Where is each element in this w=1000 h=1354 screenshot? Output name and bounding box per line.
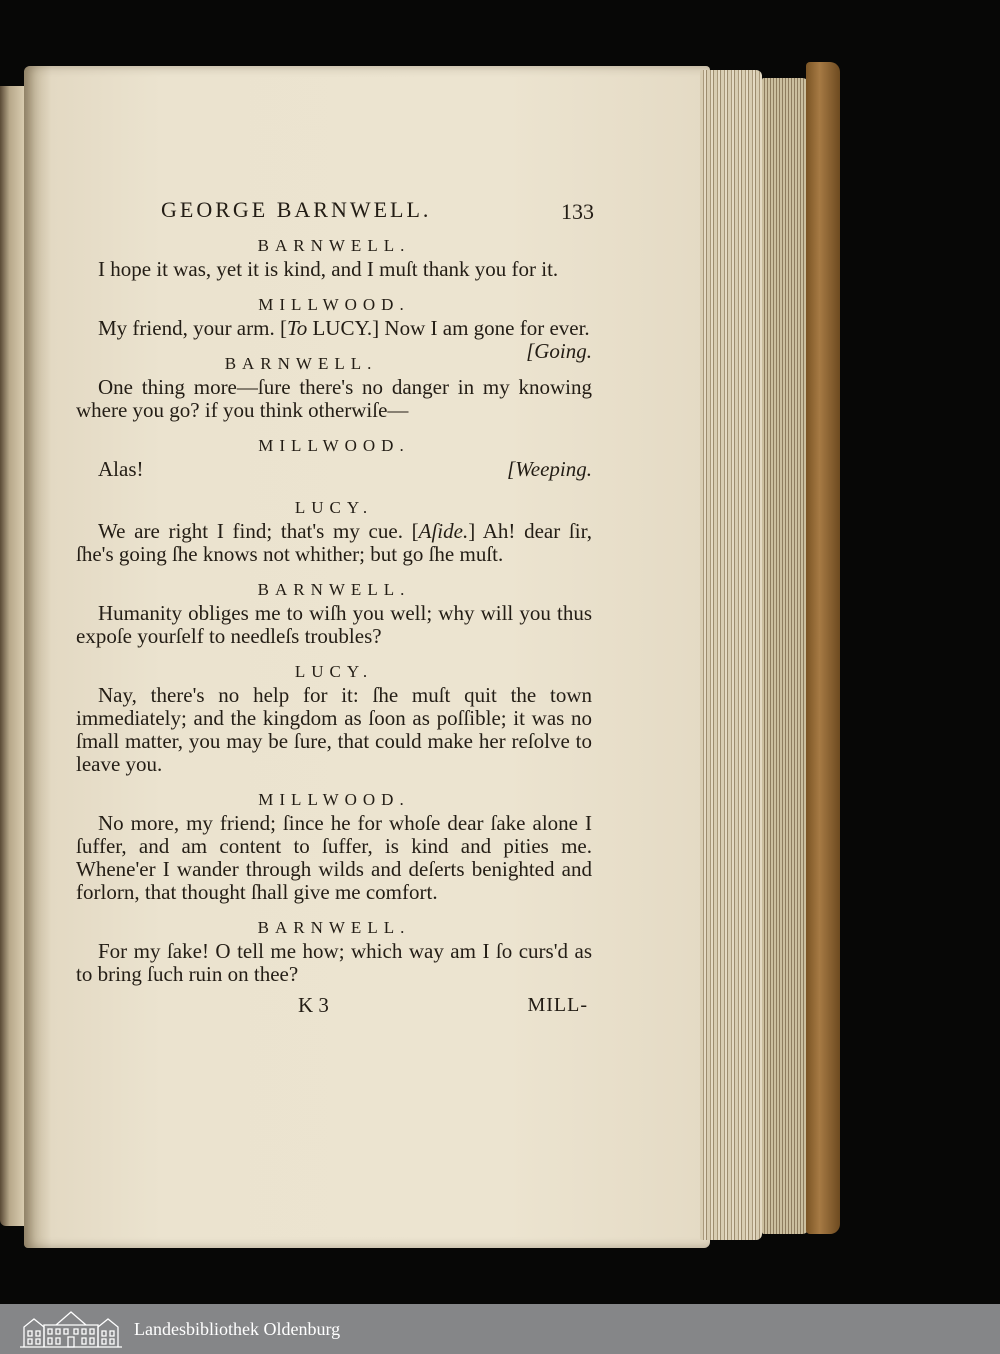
speech-text: No more, my friend; ſince he for whoſe dear ſake alone I ſuffer, and am content to ſuffer, is kind and pities me. Whene'er I wander through wilds and deſerts benighted and forlorn, that thought ſhall give me comfort. [76, 811, 592, 904]
speech-text: Nay, there's no help for it: ſhe muſt quit the town immediately; and the kingdom as ſoon as poſſible; it was no ſmall matter, you may be ſure, that could make her reſolve to leave you. [76, 683, 592, 776]
speaker-name: MILLWOOD. [258, 790, 410, 809]
running-title: GEORGE BARNWELL. [161, 197, 432, 222]
speaker-name: BARNWELL. [257, 236, 411, 255]
speech-text: Alas! [98, 457, 144, 481]
speech-text: Humanity obliges me to wiſh you well; why will you thus expoſe yourſelf to needleſs troubles? [76, 601, 592, 648]
speech [76, 520, 592, 566]
left-page-edge [0, 86, 24, 1226]
page-edges-outer [762, 78, 810, 1234]
page-edges [700, 70, 762, 1240]
speaker-name: BARNWELL. [257, 918, 411, 937]
page-footer [76, 994, 592, 1022]
speech-text: LUCY.] Now I am gone for ever. [307, 316, 590, 340]
speech [76, 602, 592, 648]
speaker-name: LUCY. [294, 498, 374, 517]
stage-direction-inline: Aſide. [418, 519, 469, 543]
stage-direction: [Weeping. [507, 457, 592, 481]
speech [76, 376, 592, 422]
speech-text: I hope it was, yet it is kind, and I muſt thank you for it. [98, 257, 559, 281]
speech-text: My friend, your arm. [ [98, 316, 287, 340]
speech [76, 316, 592, 363]
book-cover-edge [806, 62, 840, 1234]
speech [76, 458, 592, 484]
speech [76, 258, 592, 281]
speaker-name: LUCY. [294, 662, 374, 681]
speech-text: We are right I find; that's my cue. [ [98, 519, 419, 543]
speaker-name: BARNWELL. [224, 354, 378, 373]
speaker-name: MILLWOOD. [258, 295, 410, 314]
catchword: MILL- [527, 994, 588, 1016]
stage-direction: [Going. [526, 339, 592, 363]
library-building-icon [18, 1309, 124, 1349]
speaker-name: BARNWELL. [257, 580, 411, 599]
page-content [76, 192, 592, 1022]
speech-text: One thing more—ſure there's no danger in my knowing where you go? if you think otherwiſe— [76, 375, 592, 422]
speech [76, 940, 592, 986]
library-name: Landesbibliothek Oldenburg [134, 1318, 341, 1339]
speaker-name: MILLWOOD. [258, 436, 410, 455]
page-number: 133 [561, 199, 594, 224]
speech [76, 684, 592, 776]
page-header [76, 192, 592, 228]
stage-direction-inline: To [286, 316, 308, 340]
speech-text: For my ſake! O tell me how; which way am I ſo curs'd as to bring ſuch ruin on thee? [76, 939, 592, 986]
speech [76, 812, 592, 904]
speech-text: ] Ah! dear ſir, ſhe's going ſhe knows not whither; but go ſhe muſt. [76, 519, 593, 566]
library-banner [0, 1304, 1000, 1354]
signature-mark: K 3 [298, 993, 329, 1017]
